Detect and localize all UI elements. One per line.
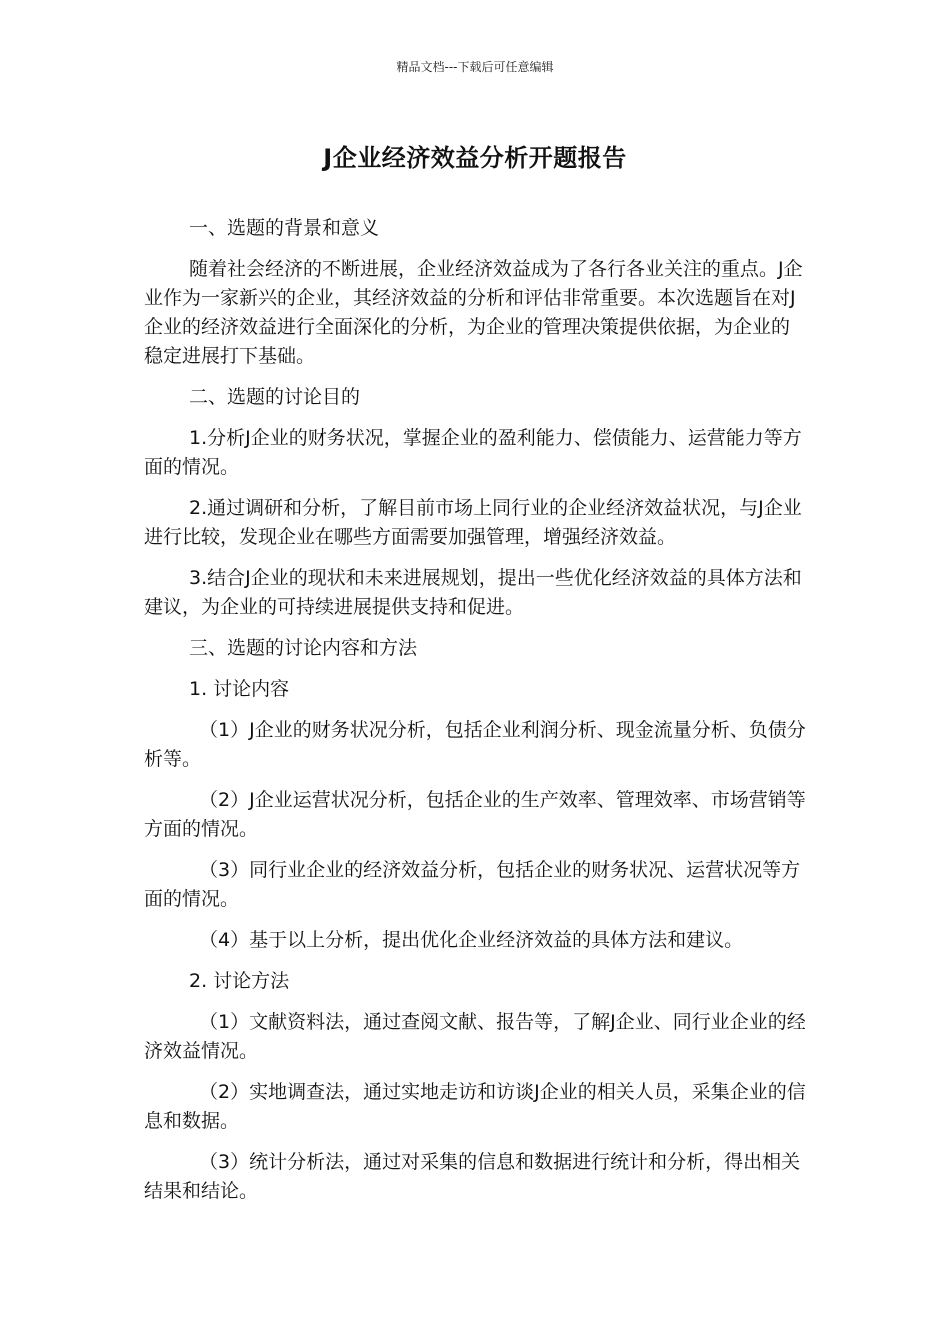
header-note: 精品文档---下载后可任意编辑 — [396, 60, 554, 74]
document-body — [144, 214, 808, 1218]
document-title: J企业经济效益分析开题报告 — [323, 144, 627, 172]
objective-item-1: 1.分析J企业的财务状况，掌握企业的盈利能力、偿债能力、运营能力等方面的情况。 — [144, 427, 802, 478]
paragraph-background: 随着社会经济的不断进展，企业经济效益成为了各行各业关注的重点。J企业作为一家新兴的企业，其经济效益的分析和评估非常重要。本次选题旨在对J企业的经济效益进行全面深化的分析，为企业的管理决策提供依据，为企业的稳定进展打下基础。 — [144, 258, 803, 367]
method-item-1: （1）文献资料法，通过查阅文献、报告等，了解J企业、同行业企业的经济效益情况。 — [144, 1011, 806, 1062]
method-item-2: （2）实地调查法，通过实地走访和访谈J企业的相关人员，采集企业的信息和数据。 — [144, 1081, 806, 1132]
subheading-content: 1. 讨论内容 — [189, 678, 290, 700]
content-item-3: （3）同行业企业的经济效益分析，包括企业的财务状况、运营状况等方面的情况。 — [144, 859, 801, 910]
objective-item-3: 3.结合J企业的现状和未来进展规划，提出一些优化经济效益的具体方法和建议，为企业的可持续进展提供支持和促进。 — [144, 567, 802, 618]
section-heading-content-methods: 三、选题的讨论内容和方法 — [189, 637, 418, 659]
section-heading-background: 一、选题的背景和意义 — [189, 217, 380, 239]
content-item-2: （2）J企业运营状况分析，包括企业的生产效率、管理效率、市场营销等方面的情况。 — [144, 789, 806, 840]
subheading-methods: 2. 讨论方法 — [189, 970, 290, 992]
objective-item-2: 2.通过调研和分析，了解目前市场上同行业的企业经济效益状况，与J企业进行比较，发现企业在哪些方面需要加强管理，增强经济效益。 — [144, 497, 802, 548]
section-heading-objectives: 二、选题的讨论目的 — [189, 386, 361, 408]
content-item-4: （4）基于以上分析，提出优化企业经济效益的具体方法和建议。 — [199, 929, 744, 951]
method-item-3: （3）统计分析法，通过对采集的信息和数据进行统计和分析，得出相关结果和结论。 — [144, 1151, 801, 1202]
content-item-1: （1）J企业的财务状况分析，包括企业利润分析、现金流量分析、负债分析等。 — [144, 719, 806, 770]
